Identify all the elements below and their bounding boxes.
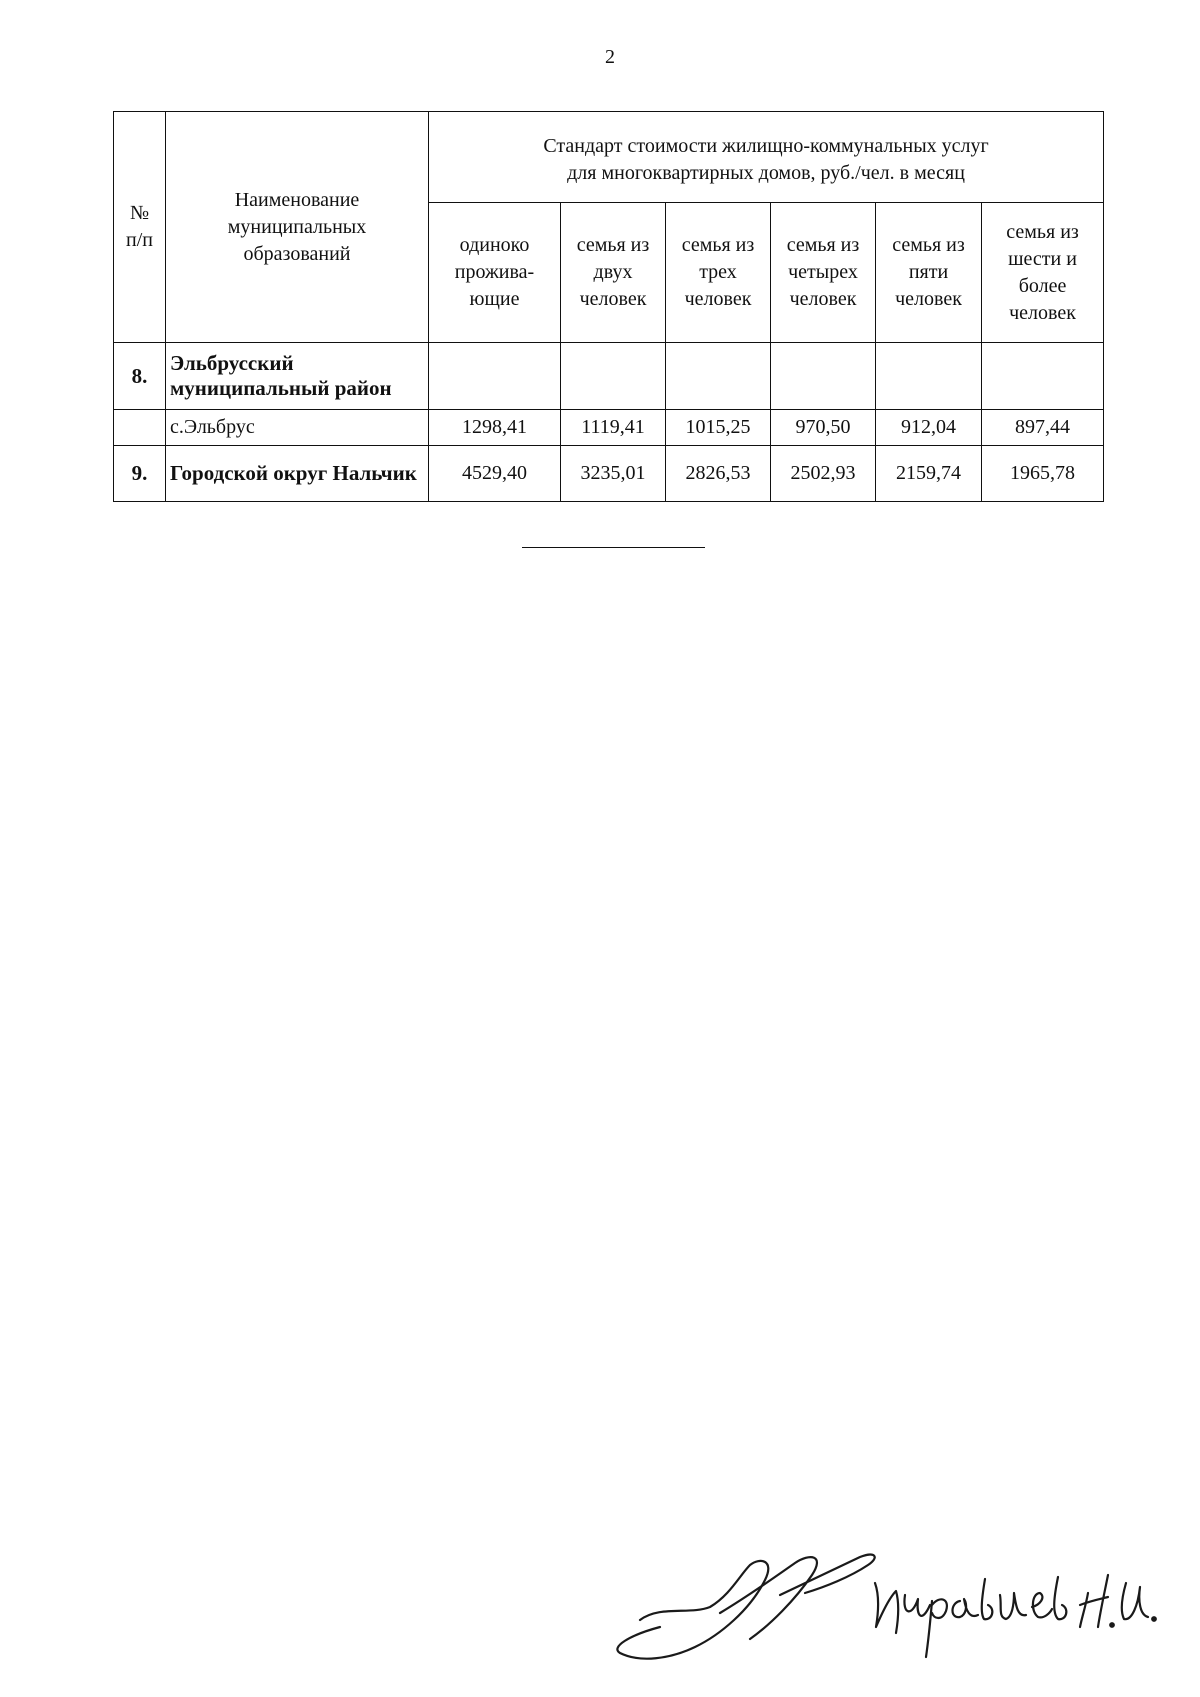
cost-standard-table xyxy=(113,111,1104,502)
header-family-3: семья из трех человек xyxy=(666,203,771,343)
value-cell xyxy=(982,343,1104,410)
row-name: Городской округ Нальчик xyxy=(166,446,429,502)
header-family-5: семья из пяти человек xyxy=(876,203,982,343)
end-divider xyxy=(522,547,705,548)
value-cell xyxy=(771,343,876,410)
row-name: Эльбрусский муниципальный район xyxy=(166,343,429,410)
header-family-4: семья из четырех человек xyxy=(771,203,876,343)
table-row xyxy=(114,343,1104,410)
header-number: № п/п xyxy=(114,112,166,343)
value-cell: 970,50 xyxy=(771,410,876,446)
value-cell: 897,44 xyxy=(982,410,1104,446)
row-name: с.Эльбрус xyxy=(166,410,429,446)
row-number: 9. xyxy=(114,446,166,502)
handwritten-signature xyxy=(600,1535,1160,1675)
table-row xyxy=(114,410,1104,446)
value-cell: 2826,53 xyxy=(666,446,771,502)
header-family-6plus: семья из шести и более человек xyxy=(982,203,1104,343)
value-cell: 1015,25 xyxy=(666,410,771,446)
row-number: 8. xyxy=(114,343,166,410)
value-cell xyxy=(666,343,771,410)
value-cell: 3235,01 xyxy=(561,446,666,502)
value-cell xyxy=(561,343,666,410)
header-name: Наименование муниципальных образований xyxy=(166,112,429,343)
row-number xyxy=(114,410,166,446)
value-cell: 912,04 xyxy=(876,410,982,446)
value-cell: 2159,74 xyxy=(876,446,982,502)
header-family-2: семья из двух человек xyxy=(561,203,666,343)
value-cell xyxy=(429,343,561,410)
table-row xyxy=(114,446,1104,502)
value-cell: 1965,78 xyxy=(982,446,1104,502)
value-cell: 4529,40 xyxy=(429,446,561,502)
value-cell: 2502,93 xyxy=(771,446,876,502)
value-cell xyxy=(876,343,982,410)
page-number: 2 xyxy=(605,46,615,68)
header-cost-standard: Стандарт стоимости жилищно-коммунальных услуг для многоквартирных домов, руб./чел. в месяц xyxy=(429,112,1104,203)
header-single: одиноко прожива- ющие xyxy=(429,203,561,343)
value-cell: 1119,41 xyxy=(561,410,666,446)
value-cell: 1298,41 xyxy=(429,410,561,446)
